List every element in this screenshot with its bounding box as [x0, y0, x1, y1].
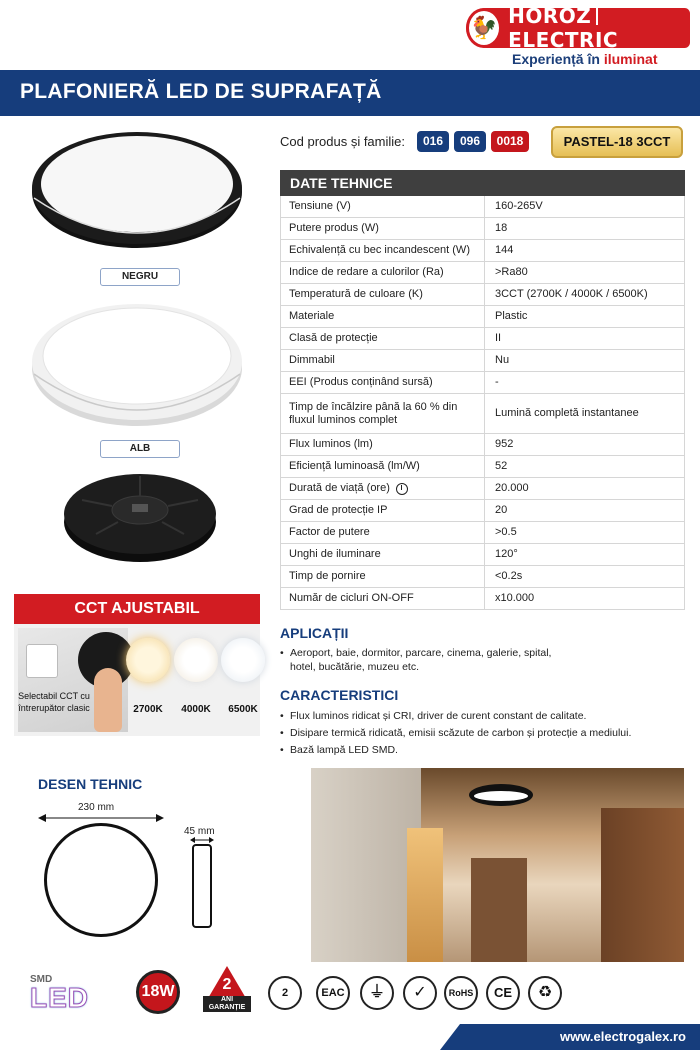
cool-light-disc — [221, 638, 265, 682]
black-lamp-image — [30, 128, 244, 250]
spec-key: Flux luminos (lm) — [281, 434, 485, 455]
page-title: PLAFONIERĂ LED DE SUPRAFAȚĂ — [20, 80, 382, 103]
check-icon: ✓ — [403, 976, 437, 1010]
wall-switch-icon — [26, 644, 58, 678]
cct-switch-photo — [18, 628, 128, 732]
spec-row — [280, 218, 685, 240]
room-wall — [311, 768, 421, 962]
code-label: Cod produs și familie: — [280, 134, 405, 149]
warranty-band — [203, 996, 251, 1012]
clock-icon — [396, 483, 408, 495]
spec-key: Eficiență luminoasă (lm/W) — [281, 456, 485, 477]
spec-key: Indice de redare a culorilor (Ra) — [281, 262, 485, 283]
cct-selector-text: Selectabil CCT cu întrerupător clasic — [18, 691, 90, 713]
spec-key: Dimmabil — [281, 350, 485, 371]
warranty-line2: GARANȚIE — [208, 1004, 246, 1011]
spec-key: Durată de viață (ore) — [289, 482, 390, 494]
cct-panel — [14, 594, 260, 736]
footer-bar — [460, 1024, 700, 1050]
spec-row — [280, 588, 685, 610]
features-list — [280, 709, 690, 760]
eac-icon: EAC — [316, 976, 350, 1010]
list-item: • Disipare termică ridicată, emisii scăzute de carbon și protecție a mediului. — [280, 726, 690, 740]
spec-value: Lumină completă instantanee — [495, 407, 639, 419]
spec-row — [280, 500, 685, 522]
white-lamp-image — [30, 298, 244, 428]
spec-key: Temperatură de culoare (K) — [281, 284, 485, 305]
variant-label-black: NEGRU — [100, 268, 180, 286]
room-photo — [311, 768, 684, 962]
spec-key: Factor de putere — [281, 522, 485, 543]
applications-list — [280, 646, 580, 677]
spec-row — [280, 262, 685, 284]
rooster-icon: 🐓 — [466, 8, 502, 48]
spec-key: Timp de încălzire până la 60 % din fluxul luminos complet — [281, 394, 485, 433]
spec-value: - — [495, 376, 499, 388]
spec-key: Clasă de protecție — [281, 328, 485, 349]
spec-value: >Ra80 — [495, 266, 528, 278]
spec-value: 3CCT (2700K / 4000K / 6500K) — [495, 288, 648, 300]
spec-value: II — [495, 332, 502, 344]
certification-row — [0, 966, 700, 1026]
spec-value: 160-265V — [495, 200, 543, 212]
applications-heading: APLICAȚII — [280, 625, 349, 641]
features-heading: CARACTERISTICI — [280, 687, 399, 703]
rohs-icon: RoHS — [444, 976, 478, 1010]
warranty-years: 2 — [222, 976, 232, 993]
lamp-back-image — [62, 470, 218, 564]
drawing-side-view — [192, 844, 212, 928]
hand-image — [94, 668, 122, 732]
spec-value: 20 — [495, 504, 508, 516]
list-item: • Bază lampă LED SMD. — [280, 743, 690, 757]
warranty-badge — [201, 966, 253, 1018]
footer — [0, 1024, 700, 1050]
tagline-prefix: Experiență în — [512, 51, 604, 67]
spec-key: Tensiune (V) — [281, 196, 485, 217]
code-chip-1: 016 — [417, 131, 449, 152]
temp-label-6500: 6500K — [228, 704, 258, 715]
brand-name-right: ELECTRIC — [508, 28, 619, 52]
list-item: • Flux luminos ridicat și CRI, driver de curent constant de calitate. — [280, 709, 690, 723]
spec-key: Materiale — [281, 306, 485, 327]
brand-name — [508, 4, 690, 52]
spec-value: 18 — [495, 222, 508, 234]
brand-tagline — [512, 51, 657, 67]
height-label: 45 mm — [184, 826, 215, 837]
spec-row — [280, 478, 685, 500]
temp-label-2700: 2700K — [133, 704, 163, 715]
variant-label-white: ALB — [100, 440, 180, 458]
spec-row — [280, 196, 685, 218]
spec-value: >0.5 — [495, 526, 517, 538]
tagline-accent: iluminat — [603, 51, 658, 67]
room-shelf — [407, 828, 443, 962]
spec-key: Număr de cicluri ON-OFF — [281, 588, 485, 609]
spec-row — [280, 456, 685, 478]
list-item: • Aeroport, baie, dormitor, parcare, cinema, galerie, spital, hotel, bucătărie, muzeu etc. — [280, 646, 580, 674]
spec-key: Unghi de iluminare — [281, 544, 485, 565]
spec-table — [280, 170, 685, 610]
temp-label-4000: 4000K — [181, 704, 211, 715]
spec-value: 144 — [495, 244, 514, 256]
spec-row — [280, 566, 685, 588]
cct-heading: CCT AJUSTABIL — [14, 594, 260, 624]
spec-row — [280, 434, 685, 456]
spec-value: 952 — [495, 438, 514, 450]
spec-row — [280, 350, 685, 372]
power-badge: 18W — [136, 970, 180, 1014]
spec-key: Grad de protecție IP — [281, 500, 485, 521]
warm-light-disc — [126, 638, 170, 682]
brand-divider — [596, 7, 598, 25]
spec-row — [280, 284, 685, 306]
spec-key-lifetime — [281, 478, 485, 499]
code-chip-2: 096 — [454, 131, 486, 152]
spec-row — [280, 240, 685, 262]
diameter-label: 230 mm — [78, 802, 115, 813]
spec-value: 20.000 — [495, 482, 529, 494]
warranty-line1: ANI — [220, 996, 234, 1003]
room-cabinet — [601, 808, 684, 962]
spec-value: Nu — [495, 354, 510, 366]
spec-value: <0.2s — [495, 570, 523, 582]
spec-row — [280, 372, 685, 394]
class-ii-icon: 2 — [268, 976, 302, 1010]
spec-row — [280, 328, 685, 350]
spec-key: Echivalență cu bec incandescent (W) — [281, 240, 485, 261]
room-lamp — [469, 784, 533, 806]
spec-key: Timp de pornire — [281, 566, 485, 587]
ground-icon: ⏚ — [360, 976, 394, 1010]
spec-value: x10.000 — [495, 592, 535, 604]
weee-bin-icon: ♻ — [528, 976, 562, 1010]
spec-value: 120° — [495, 548, 518, 560]
spec-key: EEI (Produs conținând sursă) — [281, 372, 485, 393]
drawing-top-view — [44, 823, 158, 937]
spec-row — [280, 394, 685, 434]
drawing-heading: DESEN TEHNIC — [38, 776, 143, 792]
ce-icon: CE — [486, 976, 520, 1010]
spec-value: Plastic — [495, 310, 528, 322]
smd-led-badge — [30, 974, 89, 1011]
spec-row — [280, 544, 685, 566]
code-chip-3: 0018 — [491, 131, 529, 152]
brand-logo — [466, 6, 696, 68]
title-bar — [0, 70, 700, 116]
led-text: LED — [30, 982, 89, 1013]
brand-name-left: HOROZ — [508, 4, 592, 28]
model-badge: PASTEL-18 3CCT — [551, 126, 683, 158]
spec-value: 52 — [495, 460, 508, 472]
brand-badge — [466, 4, 690, 52]
spec-row — [280, 306, 685, 328]
height-arrow — [190, 836, 214, 844]
spec-row — [280, 522, 685, 544]
room-door — [471, 858, 527, 962]
neutral-light-disc — [174, 638, 218, 682]
website-link[interactable]: www.electrogalex.ro — [560, 1029, 686, 1044]
spec-key: Putere produs (W) — [281, 218, 485, 239]
smd-text: SMD — [30, 974, 53, 985]
spec-heading: DATE TEHNICE — [280, 170, 685, 196]
